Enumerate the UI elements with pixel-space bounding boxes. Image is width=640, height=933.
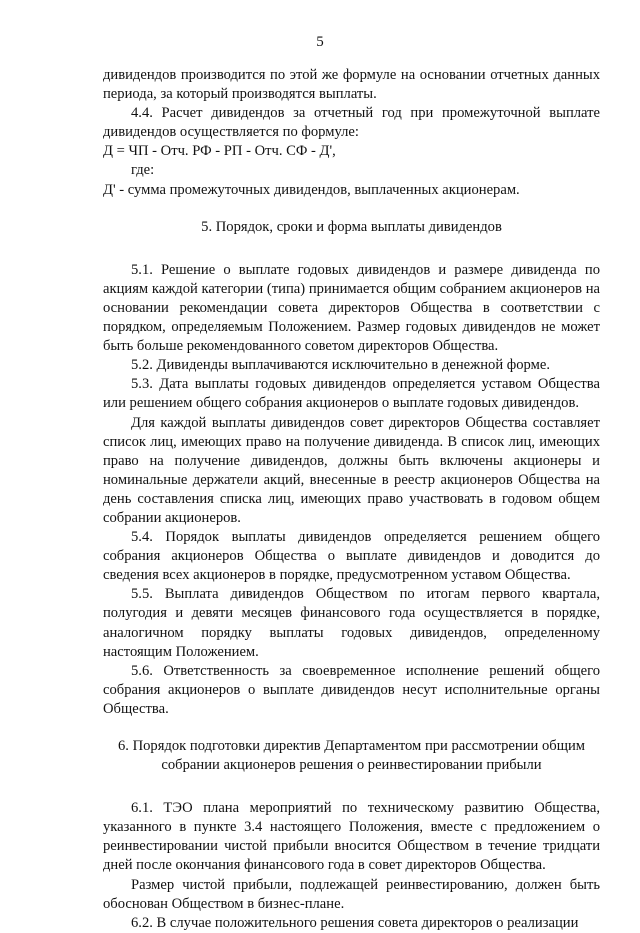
paragraph-continuation: дивидендов производится по этой же формуле на основании отчетных данных периода, за который производятся выплаты. — [103, 67, 600, 103]
paragraph-4-4: 4.4. Расчет дивидендов за отчетный год при промежуточной выплате дивидендов осуществляется по формуле: — [103, 105, 600, 141]
page-content — [103, 66, 600, 933]
formula-line: Д = ЧП - Отч. РФ - РП - Отч. СФ - Д', — [103, 143, 336, 160]
paragraph-5-3-list: Для каждой выплаты дивидендов совет директоров Общества составляет список лиц, имеющих право на получение дивиденда. В список лиц, имеющих право на получение дивидендов, должны быть включены акционеры и номинальные держатели акций, внесенные в реестр акционеров Общества на день составления списка лиц, имеющих право участвовать в годовом общем собрании акционеров. — [103, 414, 600, 526]
section-6-heading-line2: собрании акционеров решения о реинвестировании прибыли — [161, 757, 542, 774]
paragraph-5-4: 5.4. Порядок выплаты дивидендов определяется решением общего собрания акционеров Общества о выплате дивидендов и доводится до сведения всех акционеров в порядке, предусмотренном уставом Общества. — [103, 529, 600, 584]
page-number: 5 — [316, 34, 324, 50]
paragraph-6-2: 6.2. В случае положительного решения совета директоров о реализации — [131, 914, 579, 931]
paragraph-6-1: 6.1. ТЭО плана мероприятий по техническому развитию Общества, указанного в пункте 3.4 настоящего Положения, вместе с предложением о реинвестировании чистой прибыли вносится Обществом в течение тридцати дней после окончания финансового года в совет директоров Общества. — [103, 800, 600, 874]
paragraph-5-2: 5.2. Дивиденды выплачиваются исключительно в денежной форме. — [131, 357, 550, 374]
paragraph-5-6: 5.6. Ответственность за своевременное исполнение решений общего собрания акционеров о выплате дивидендов несут исполнительные органы Общества. — [103, 662, 600, 717]
paragraph-5-3: 5.3. Дата выплаты годовых дивидендов определяется уставом Общества или решением общего собрания акционеров о выплате годовых дивидендов. — [103, 376, 600, 412]
formula-where: где: — [131, 162, 155, 179]
section-5-heading: 5. Порядок, сроки и форма выплаты дивидендов — [201, 218, 502, 235]
paragraph-5-1: 5.1. Решение о выплате годовых дивидендов и размере дивиденда по акциям каждой категории (типа) принимается общим собранием акционеров на основании рекомендации совета директоров Общества в соответствии с порядком, определяемым Положением. Размер годовых дивидендов не может быть больше рекомендованного советом директоров Общества. — [103, 261, 600, 355]
paragraph-6-1-profit: Размер чистой прибыли, подлежащей реинвестированию, должен быть обоснован Обществом в бизнес-плане. — [103, 876, 600, 912]
section-6-heading-line1: 6. Порядок подготовки директив Департаментом при рассмотрении общим — [118, 738, 585, 754]
formula-definition: Д' - сумма промежуточных дивидендов, выплаченных акционерам. — [103, 181, 520, 198]
paragraph-5-5: 5.5. Выплата дивидендов Обществом по итогам первого квартала, полугодия и девяти месяцев финансового года осуществляется в порядке, аналогичном порядку выплаты годовых дивидендов, определенному настоящим Положением. — [103, 586, 600, 660]
